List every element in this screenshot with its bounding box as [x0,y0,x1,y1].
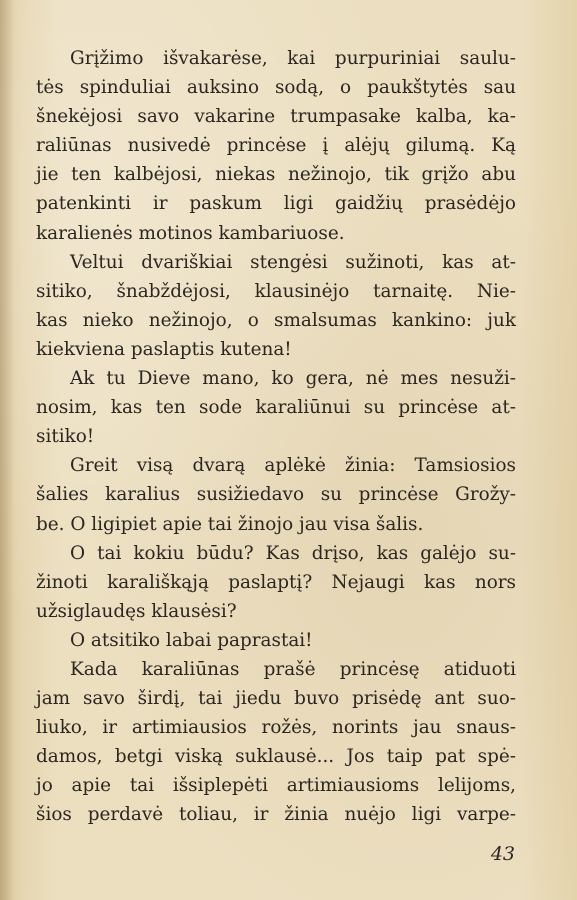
text-line: tės spinduliai auksino sodą, o paukštytės sau [36,77,516,99]
text-line: O atsitiko labai paprastai! [70,629,313,651]
text-line: Ak tu Dieve mano, ko gera, nė mes nesuži- [70,368,516,390]
text-line: Grįžimo išvakarėse, kai purpuriniai saulu- [70,48,516,69]
text-line: Kada karaliūnas prašė princėsę atiduoti [70,658,516,680]
text-line: sitiko! [36,426,95,448]
text-line: damos, betgi viską suklausė... Jos taip pat spė- [36,746,516,768]
text-line: šalies karalius susižiedavo su princėse Grožy- [36,484,516,506]
text-line: Veltui dvariškiai stengėsi sužinoti, kas at- [70,251,516,273]
text-line: be. O ligipiet apie tai žinojo jau visa šalis. [36,513,424,535]
text-line: patenkinti ir paskum ligi gaidžių prasėdėjo [36,193,516,215]
text-line: raliūnas nusivedė princėse į alėjų gilumą. Ką [36,135,516,157]
text-line: jam savo širdį, tai jiedu buvo prisėdę ant suo- [36,688,516,710]
text-line: liuko, ir artimiausios rožės, norints jau snaus- [36,717,516,739]
text-line: karalienės motinos kambariuose. [36,222,345,244]
body-text [36,44,516,830]
text-line: šios perdavė toliau, ir žinia nuėjo ligi varpe- [36,804,516,826]
text-line: šnekėjosi savo vakarine trumpasake kalba, ka- [36,106,516,128]
text-line: Greit visą dvarą aplėkė žinia: Tamsiosios [70,455,516,477]
page-number: 43 [490,843,515,865]
text-line: kiekviena paslaptis kutena! [36,338,292,360]
text-line: žinoti karališkąją paslaptį? Nejaugi kas nors [36,571,516,593]
text-line: sitiko, šnabždėjosi, klausinėjo tarnaitę. Nie- [36,280,516,302]
text-line: nosim, kas ten sode karaliūnui su princėse at- [36,397,516,419]
text-line: jie ten kalbėjosi, niekas nežinojo, tik grįžo abu [36,164,516,186]
text-line: jo apie tai išsiplepėti artimiausioms lelijoms, [36,775,516,797]
text-line: užsiglaudęs klausėsi? [36,600,237,622]
text-line: O tai kokiu būdu? Kas drįso, kas galėjo su- [70,542,516,564]
text-line: kas nieko nežinojo, o smalsumas kankino: juk [36,309,516,331]
